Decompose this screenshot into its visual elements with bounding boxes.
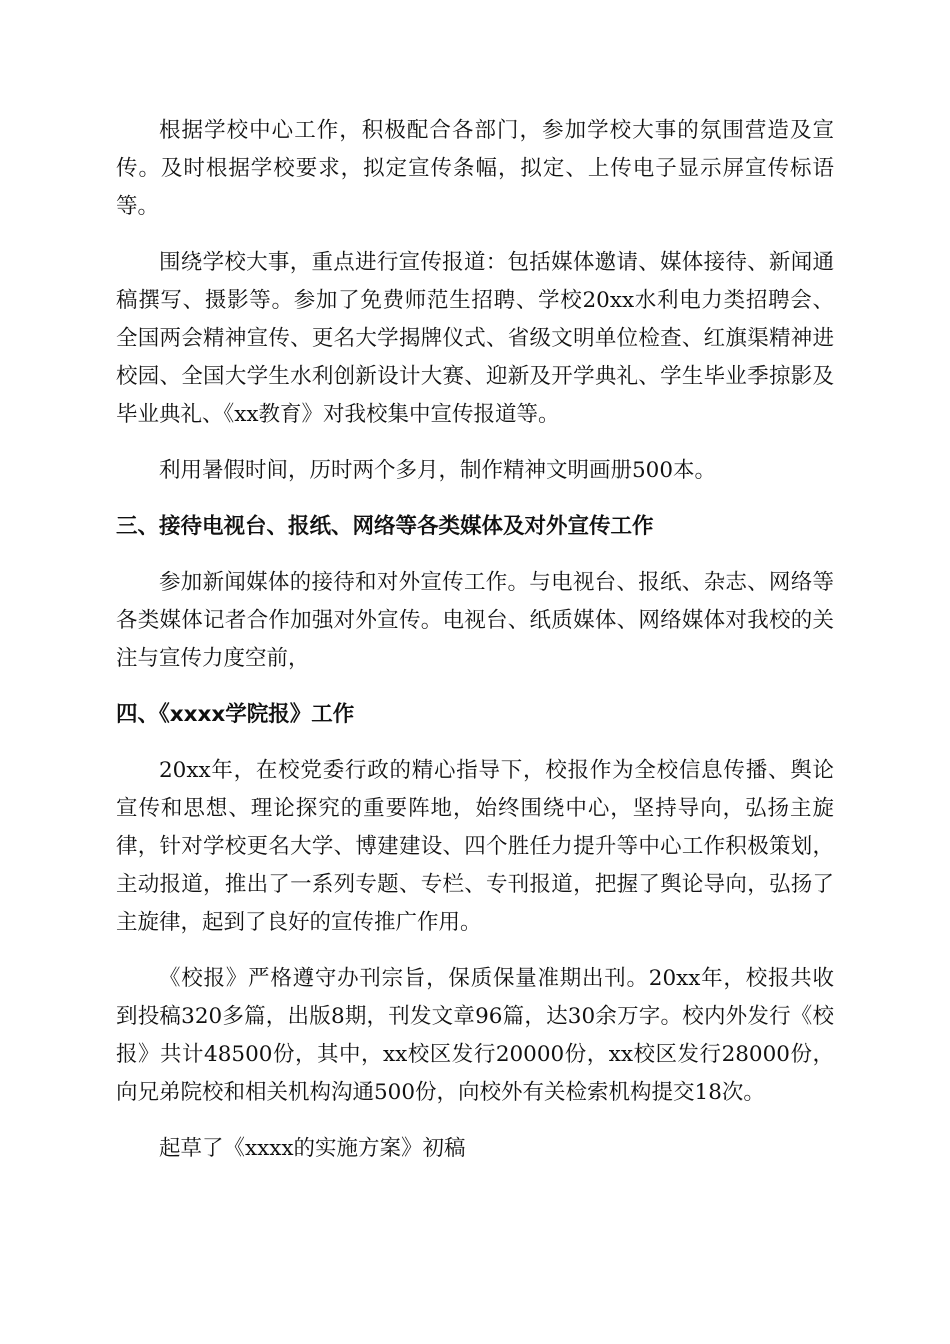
paragraph-major-events-coverage: 围绕学校大事，重点进行宣传报道：包括媒体邀请、媒体接待、新闻通稿撰写、摄影等。参加了免费师范生招聘、学校20xx水利电力类招聘会、全国两会精神宣传、更名大学揭牌仪式、省级文明单位检查、红旗渠精神进校园、全国大学生水利创新设计大赛、迎新及开学典礼、学生毕业季掠影及毕业典礼、《xx教育》对我校集中宣传报道等。: [116, 250, 834, 427]
paragraph-implementation-draft: 起草了《xxxx的实施方案》初稿: [159, 1136, 466, 1161]
section-heading-school-newspaper: 四、《xxxx学院报》工作: [116, 702, 355, 727]
section-heading-media-reception: 三、接待电视台、报纸、网络等各类媒体及对外宣传工作: [116, 514, 654, 539]
paragraph-campus-events-atmosphere: 根据学校中心工作，积极配合各部门，参加学校大事的氛围营造及宣传。及时根据学校要求，拟定宣传条幅，拟定、上传电子显示屏宣传标语等。: [116, 118, 834, 219]
paragraph-newspaper-role: 20xx年，在校党委行政的精心指导下，校报作为全校信息传播、舆论宣传和思想、理论探究的重要阵地，始终围绕中心，坚持导向，弘扬主旋律，针对学校更名大学、博建建设、四个胜任力提升等中心工作积极策划，主动报道，推出了一系列专题、专栏、专刊报道，把握了舆论导向，弘扬了主旋律，起到了良好的宣传推广作用。: [116, 758, 834, 935]
paragraph-newspaper-statistics: 《校报》严格遵守办刊宗旨，保质保量准期出刊。20xx年，校报共收到投稿320多篇，出版8期，刊发文章96篇，达30余万字。校内外发行《校报》共计48500份，其中，xx校区发行20000份，xx校区发行28000份，向兄弟院校和相关机构沟通500份，向校外有关检索机构提交18次。: [116, 966, 834, 1105]
paragraph-summer-album: 利用暑假时间，历时两个多月，制作精神文明画册500本。: [159, 458, 717, 483]
paragraph-media-reception: 参加新闻媒体的接待和对外宣传工作。与电视台、报纸、杂志、网络等各类媒体记者合作加强对外宣传。电视台、纸质媒体、网络媒体对我校的关注与宣传力度空前，: [116, 570, 834, 671]
document-body: [116, 112, 834, 1186]
